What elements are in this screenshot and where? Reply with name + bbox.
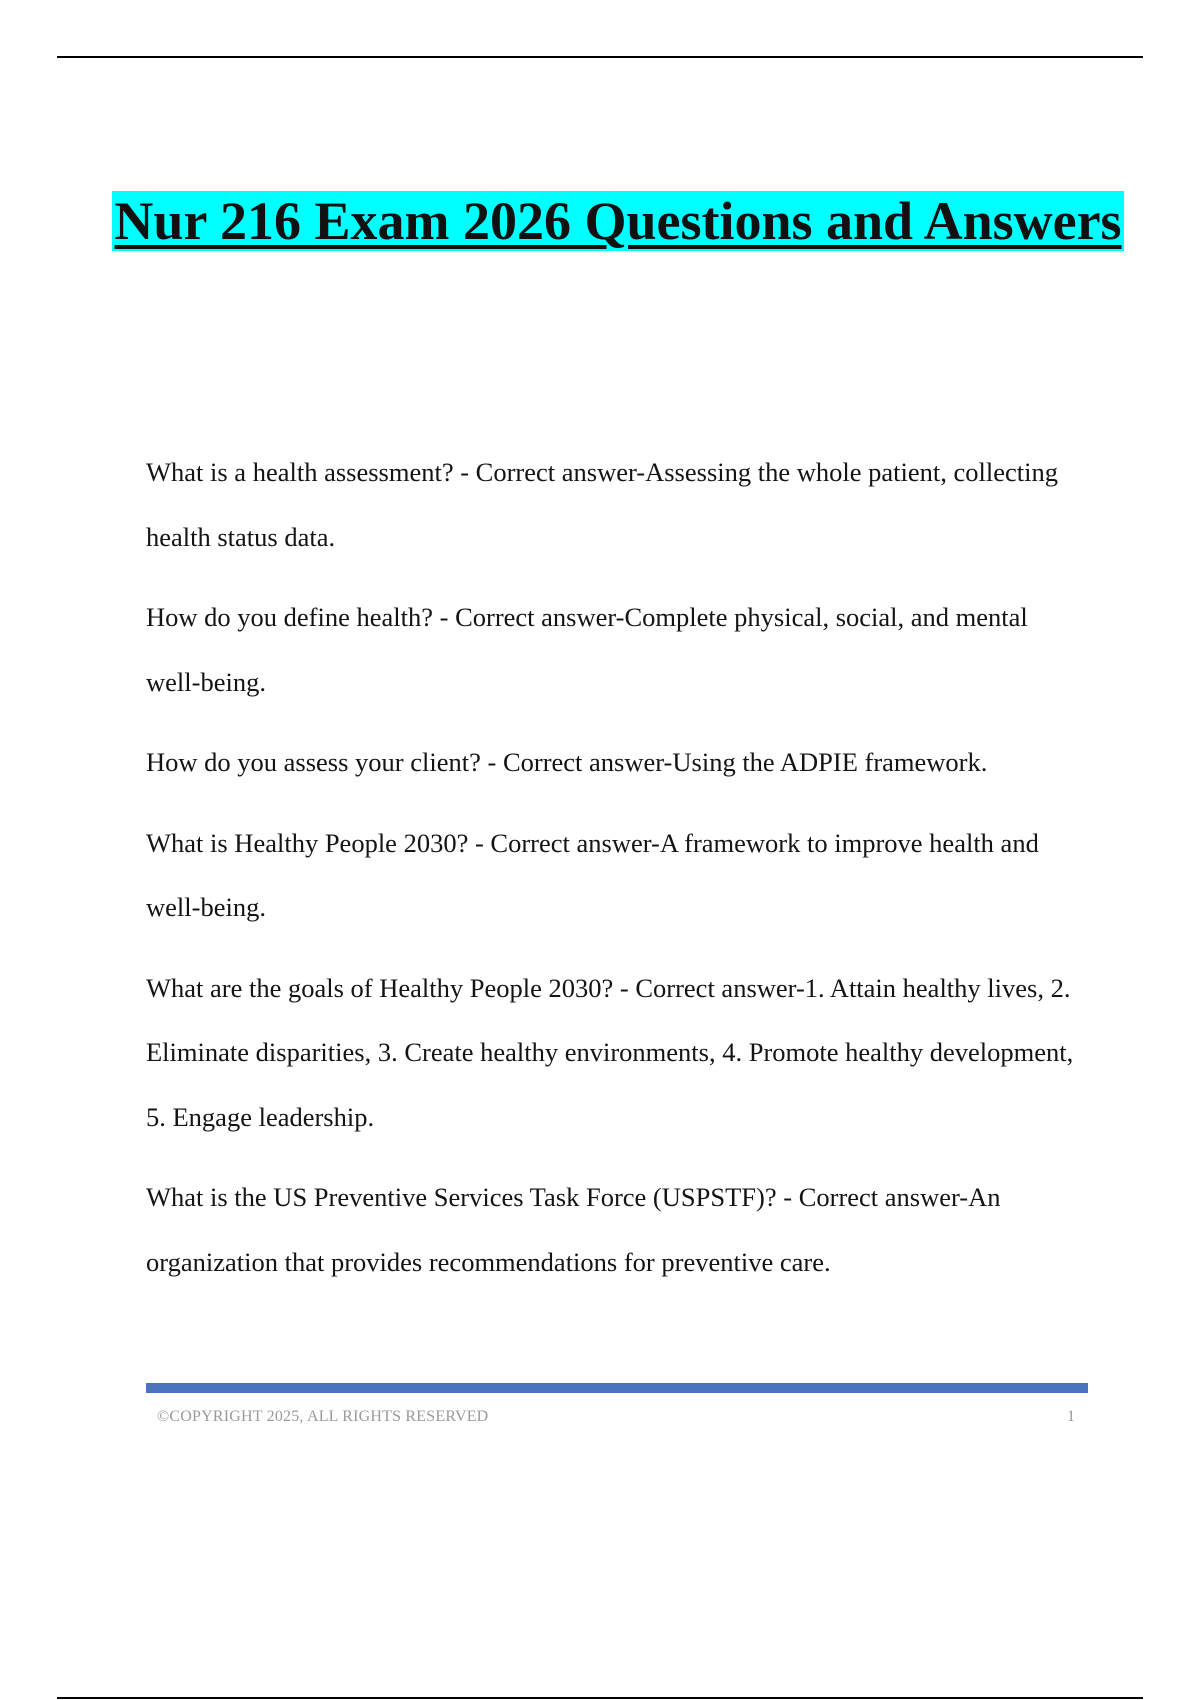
bottom-rule bbox=[57, 1697, 1143, 1699]
qa-item-health-assessment: What is a health assessment? - Correct answer-Assessing the whole patient, collecting health status data. bbox=[146, 457, 1058, 552]
qa-item-define-health: How do you define health? - Correct answer-Complete physical, social, and mental well-being. bbox=[146, 602, 1028, 697]
qa-item-assess-client: How do you assess your client? - Correct answer-Using the ADPIE framework. bbox=[146, 747, 988, 777]
qa-list bbox=[146, 440, 1086, 1310]
document-title-text: Nur 216 Exam 2026 Questions and Answers bbox=[114, 191, 1122, 251]
qa-item-uspstf: What is the US Preventive Services Task Force (USPSTF)? - Correct answer-An organization that provides recommendations for preventive care. bbox=[146, 1182, 1001, 1277]
qa-item-healthy-people-goals: What are the goals of Healthy People 2030? - Correct answer-1. Attain healthy lives, 2. Eliminate disparities, 3. Create healthy environments, 4. Promote healthy development, 5. Engage leadership. bbox=[146, 972, 1074, 1132]
footer-copyright: ©COPYRIGHT 2025, ALL RIGHTS RESERVED bbox=[157, 1408, 489, 1425]
document-title bbox=[0, 176, 1200, 267]
footer-page-number: 1 bbox=[1067, 1408, 1075, 1425]
top-rule bbox=[57, 56, 1143, 58]
qa-item-healthy-people: What is Healthy People 2030? - Correct answer-A framework to improve health and well-being. bbox=[146, 827, 1039, 922]
footer-bar bbox=[146, 1383, 1088, 1393]
